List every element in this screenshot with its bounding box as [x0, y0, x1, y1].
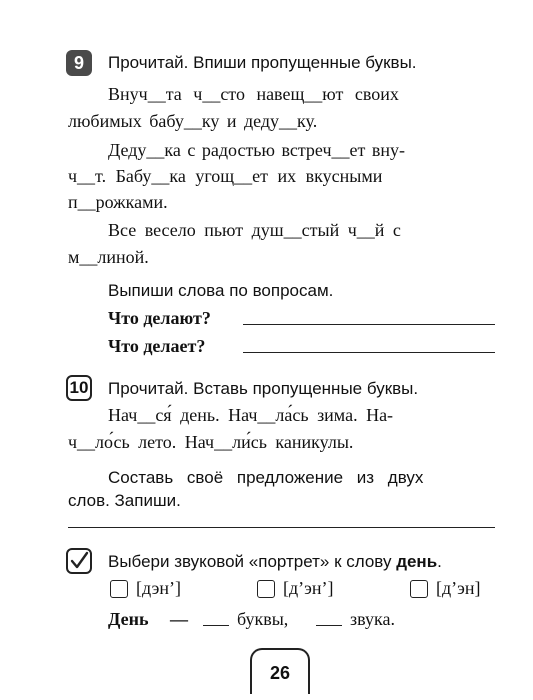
letters-count-blank[interactable] [203, 625, 229, 626]
task-9-number-badge: 9 [66, 50, 92, 76]
checkmark-icon [66, 548, 92, 574]
task-9-instruction: Выпиши слова по вопросам. [108, 281, 334, 300]
option-3-checkbox[interactable] [410, 580, 428, 598]
task-9-line-4: ч__т. Бабу__ка угощ__ет их вкусными [68, 166, 383, 186]
task-10-answer-line[interactable] [68, 527, 495, 528]
task-10-line-2: ч__ло́сь лето. Нач__ли́сь каникулы. [68, 432, 354, 452]
task-check-title-word: день [396, 552, 438, 571]
option-3-label: [д’эн] [436, 578, 481, 598]
option-2-checkbox[interactable] [257, 580, 275, 598]
option-2-label: [д’эн’] [283, 578, 334, 598]
answer-word: День [108, 609, 149, 629]
task-9-question-2: Что делает? [108, 336, 206, 356]
task-9-line-7: м__линой. [68, 247, 149, 267]
task-9-line-3: Деду__ка с радостью встреч__ет вну- [108, 140, 406, 160]
task-10-instruction-line-1: Составь своё предложение из двух [108, 468, 424, 487]
answer-sounds-label: звука. [350, 609, 395, 629]
task-9-answer-line-2[interactable] [243, 352, 495, 353]
task-9-question-1: Что делают? [108, 308, 211, 328]
page-number: 26 [250, 648, 310, 694]
option-1-checkbox[interactable] [110, 580, 128, 598]
task-10-title: Прочитай. Вставь пропущенные буквы. [108, 379, 419, 398]
task-9-line-5: п__рожками. [68, 192, 168, 212]
task-check-title: Выбери звуковой «портрет» к слову день. [108, 552, 442, 571]
answer-dash: — [170, 609, 188, 629]
task-9-line-6: Все весело пьют душ__стый ч__й с [108, 220, 401, 240]
task-9-line-2: любимых бабу__ку и деду__ку. [68, 111, 318, 131]
task-10-instruction-line-2: слов. Запиши. [68, 491, 181, 510]
option-1-label: [дэн’] [136, 578, 181, 598]
task-9-title: Прочитай. Впиши пропущенные буквы. [108, 53, 417, 72]
sounds-count-blank[interactable] [316, 625, 342, 626]
task-9-line-1: Внуч__та ч__сто навещ__ют своих [108, 84, 399, 104]
task-10-line-1: Нач__ся́ день. Нач__ла́сь зима. На- [108, 405, 394, 425]
task-9-answer-line-1[interactable] [243, 324, 495, 325]
answer-letters-label: буквы, [237, 609, 289, 629]
task-10-number-badge: 10 [66, 375, 92, 401]
